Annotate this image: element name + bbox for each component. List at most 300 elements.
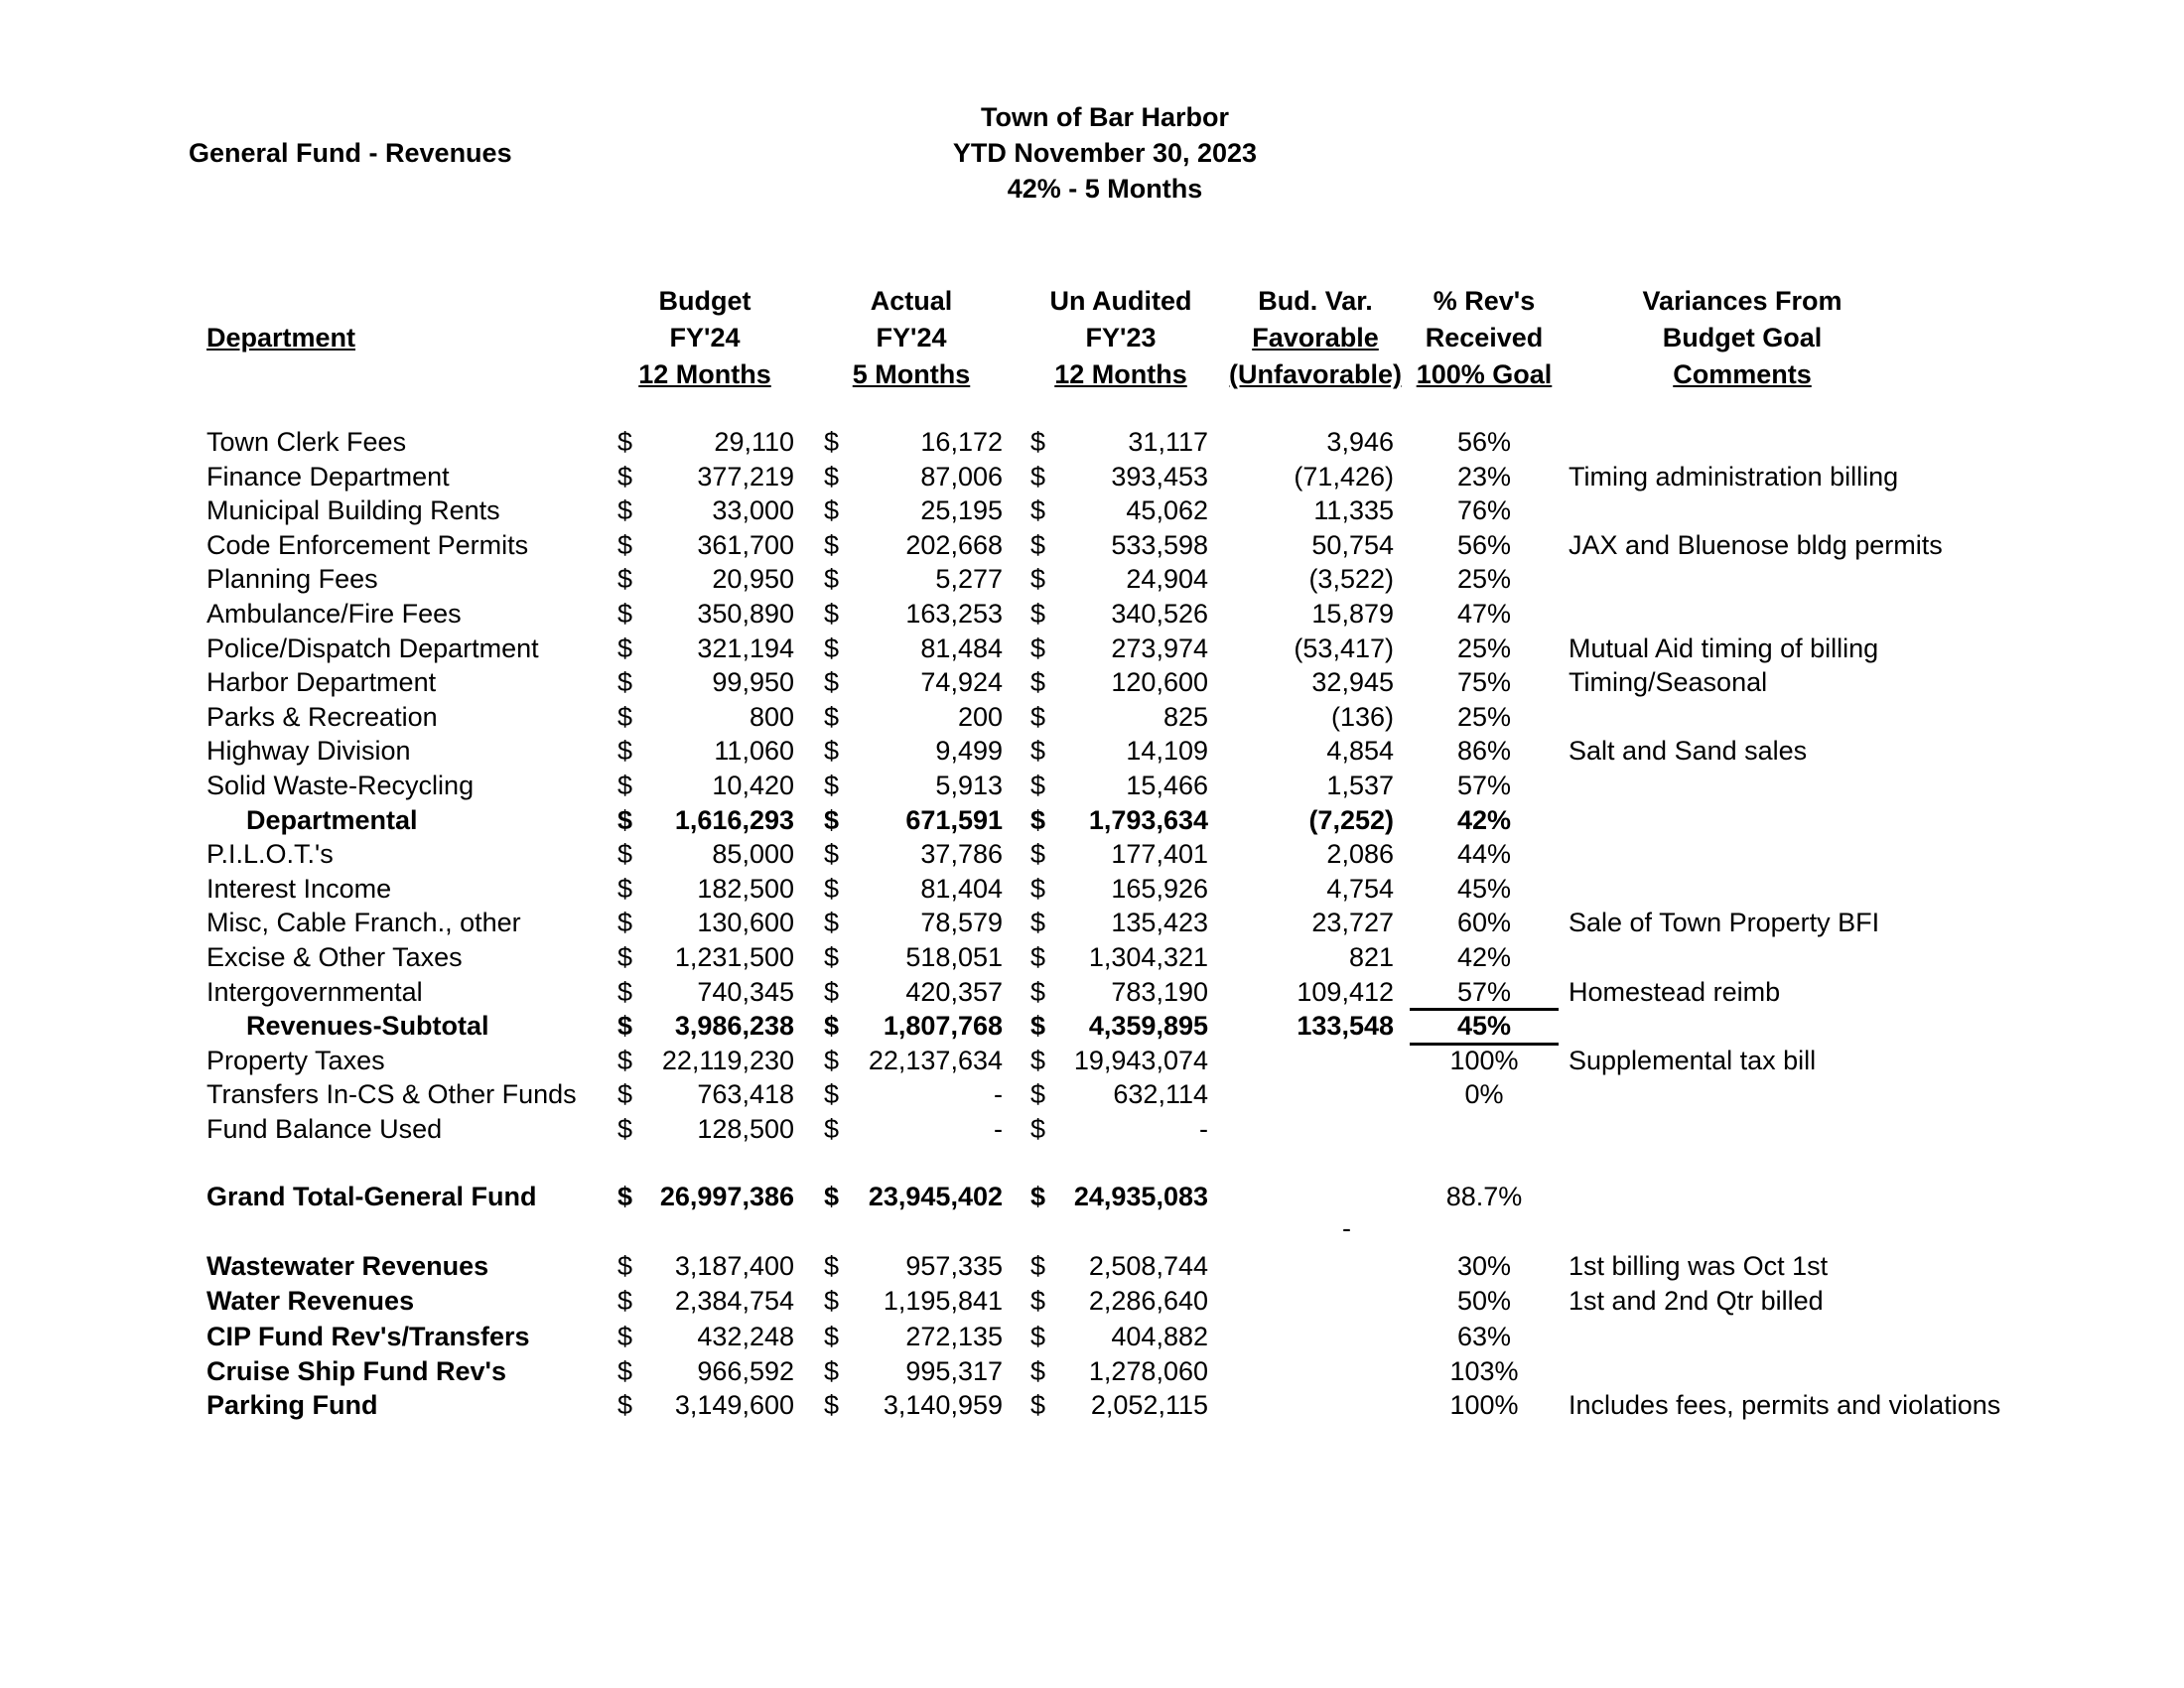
row-pct-received: 100% <box>1449 1390 1519 1420</box>
row-actual: 74,924 <box>920 667 1003 697</box>
subtotal-row <box>0 803 2184 838</box>
row-unaudited: 1,278,060 <box>1088 1356 1208 1386</box>
row-budget: 966,592 <box>697 1356 794 1386</box>
currency-symbol: $ <box>824 908 840 937</box>
row-budget: 1,231,500 <box>674 942 794 972</box>
row-pct-received: 25% <box>1456 702 1512 732</box>
row-budget: 3,149,600 <box>674 1390 794 1420</box>
table-row <box>0 1077 2184 1112</box>
row-unaudited: 404,882 <box>1111 1322 1208 1351</box>
row-unaudited: 340,526 <box>1111 599 1208 629</box>
row-pct-received: 44% <box>1456 839 1512 869</box>
table-row <box>0 528 2184 563</box>
currency-symbol: $ <box>824 977 840 1007</box>
table-row <box>0 940 2184 975</box>
row-department: Solid Waste-Recycling <box>206 771 475 800</box>
row-budget-variance: (3,522) <box>1308 564 1394 594</box>
row-unaudited: 24,904 <box>1126 564 1208 594</box>
row-pct-received: 56% <box>1456 530 1512 560</box>
row-unaudited: 632,114 <box>1113 1079 1208 1109</box>
currency-symbol: $ <box>617 736 633 766</box>
subtotal-row <box>0 1009 2184 1044</box>
currency-symbol: $ <box>824 1286 840 1316</box>
row-pct-received: 23% <box>1456 462 1512 492</box>
row-actual: 81,404 <box>920 874 1003 904</box>
row-actual: 1,195,841 <box>883 1286 1003 1316</box>
row-unaudited: 14,109 <box>1126 736 1208 766</box>
row-department: Wastewater Revenues <box>206 1251 489 1281</box>
table-row <box>0 562 2184 597</box>
currency-symbol: $ <box>617 599 633 629</box>
row-pct-received: 45% <box>1456 874 1512 904</box>
row-budget-variance: 15,879 <box>1311 599 1394 629</box>
row-department: Parking Fund <box>206 1390 378 1420</box>
row-unaudited: 2,508,744 <box>1088 1251 1208 1281</box>
currency-symbol: $ <box>617 1322 633 1351</box>
currency-symbol: $ <box>824 839 840 869</box>
row-pct-received: 0% <box>1464 1079 1504 1109</box>
row-pct-received: 88.7% <box>1445 1182 1523 1211</box>
row-unaudited: - <box>1199 1114 1208 1144</box>
currency-symbol: $ <box>824 702 840 732</box>
row-pct-received: 75% <box>1456 667 1512 697</box>
currency-symbol: $ <box>617 667 633 697</box>
currency-symbol: $ <box>617 427 633 457</box>
col-header-budvar-line1: Bud. Var. <box>1258 286 1373 316</box>
row-budget: 3,187,400 <box>674 1251 794 1281</box>
currency-symbol: $ <box>824 462 840 492</box>
col-header-pct-line2: Received <box>1425 323 1544 352</box>
row-actual: 23,945,402 <box>868 1182 1003 1211</box>
row-budget: 432,248 <box>697 1322 794 1351</box>
col-header-comments <box>1569 283 1916 393</box>
col-header-actual-line1: Actual <box>870 286 953 316</box>
row-budget-variance: 4,754 <box>1326 874 1394 904</box>
row-pct-received: 57% <box>1456 977 1512 1007</box>
row-actual: 37,786 <box>920 839 1003 869</box>
col-header-actual <box>812 283 1011 393</box>
currency-symbol: $ <box>1030 530 1046 560</box>
row-unaudited: 4,359,895 <box>1088 1011 1208 1041</box>
table-row <box>0 872 2184 907</box>
other-fund-row <box>0 1320 2184 1354</box>
currency-symbol: $ <box>1030 667 1046 697</box>
row-actual: 518,051 <box>905 942 1003 972</box>
row-department: Interest Income <box>206 874 392 904</box>
col-header-comments-line1: Variances From <box>1642 286 1843 316</box>
row-pct-received: 30% <box>1456 1251 1512 1281</box>
currency-symbol: $ <box>1030 839 1046 869</box>
row-unaudited: 273,974 <box>1111 633 1208 663</box>
currency-symbol: $ <box>617 805 633 835</box>
other-fund-row <box>0 1249 2184 1284</box>
col-header-pct-line1: % Rev's <box>1433 286 1536 316</box>
currency-symbol: $ <box>824 771 840 800</box>
currency-symbol: $ <box>617 1011 633 1041</box>
row-pct-received: 25% <box>1456 564 1512 594</box>
row-actual: 9,499 <box>935 736 1003 766</box>
row-budget-variance: 23,727 <box>1311 908 1394 937</box>
currency-symbol: $ <box>1030 1079 1046 1109</box>
currency-symbol: $ <box>824 495 840 525</box>
row-actual: 3,140,959 <box>883 1390 1003 1420</box>
row-department: Departmental <box>246 805 418 835</box>
table-row <box>0 597 2184 632</box>
row-unaudited: 120,600 <box>1111 667 1208 697</box>
other-fund-row <box>0 1354 2184 1389</box>
row-comment: 1st and 2nd Qtr billed <box>1569 1286 1824 1316</box>
row-comment: Supplemental tax bill <box>1569 1046 1817 1075</box>
row-unaudited: 24,935,083 <box>1073 1182 1208 1211</box>
row-actual: 25,195 <box>920 495 1003 525</box>
row-department: Police/Dispatch Department <box>206 633 539 663</box>
row-comment: Timing administration billing <box>1569 462 1899 492</box>
currency-symbol: $ <box>1030 633 1046 663</box>
col-header-unaudited-line1: Un Audited <box>1049 286 1192 316</box>
row-department: Harbor Department <box>206 667 437 697</box>
other-fund-row <box>0 1284 2184 1319</box>
row-budget: 22,119,230 <box>661 1046 794 1075</box>
subtotal-bottom-rule <box>1410 1043 1559 1046</box>
currency-symbol: $ <box>1030 977 1046 1007</box>
row-unaudited: 177,401 <box>1111 839 1208 869</box>
row-pct-received: 57% <box>1456 771 1512 800</box>
currency-symbol: $ <box>1030 736 1046 766</box>
currency-symbol: $ <box>617 462 633 492</box>
row-budget: 2,384,754 <box>674 1286 794 1316</box>
subtotal-top-rule <box>1410 1008 1559 1011</box>
col-header-comments-line2: Budget Goal <box>1662 323 1823 352</box>
col-header-comments-line3: Comments <box>1673 359 1812 389</box>
currency-symbol: $ <box>617 977 633 1007</box>
other-fund-row <box>0 1388 2184 1423</box>
currency-symbol: $ <box>1030 495 1046 525</box>
row-budget: 740,345 <box>697 977 794 1007</box>
row-pct-received: 103% <box>1449 1356 1519 1386</box>
currency-symbol: $ <box>617 771 633 800</box>
row-budget: 182,500 <box>697 874 794 904</box>
currency-symbol: $ <box>824 1114 840 1144</box>
currency-symbol: $ <box>1030 1182 1046 1211</box>
row-department: Planning Fees <box>206 564 378 594</box>
row-budget: 11,060 <box>714 736 794 766</box>
currency-symbol: $ <box>1030 1356 1046 1386</box>
currency-symbol: $ <box>824 667 840 697</box>
row-actual: 272,135 <box>905 1322 1003 1351</box>
table-row <box>0 700 2184 735</box>
currency-symbol: $ <box>617 1182 633 1211</box>
row-unaudited: 825 <box>1162 702 1208 732</box>
currency-symbol: $ <box>824 564 840 594</box>
row-department: Code Enforcement Permits <box>206 530 529 560</box>
currency-symbol: $ <box>617 942 633 972</box>
col-header-unaudited <box>1017 283 1225 393</box>
row-budget: 26,997,386 <box>659 1182 794 1211</box>
row-comment: Includes fees, permits and violations <box>1569 1390 2001 1420</box>
row-pct-received: 47% <box>1456 599 1512 629</box>
currency-symbol: $ <box>617 1390 633 1420</box>
currency-symbol: $ <box>824 942 840 972</box>
currency-symbol: $ <box>617 1114 633 1144</box>
row-pct-received: 76% <box>1456 495 1512 525</box>
row-budget-variance: 2,086 <box>1326 839 1394 869</box>
table-row <box>0 1112 2184 1147</box>
row-actual: 202,668 <box>905 530 1003 560</box>
row-budget: 361,700 <box>697 530 794 560</box>
row-department: Ambulance/Fire Fees <box>206 599 462 629</box>
row-department: Excise & Other Taxes <box>206 942 463 972</box>
table-row <box>0 906 2184 940</box>
row-actual: 671,591 <box>905 805 1003 835</box>
row-department: Parks & Recreation <box>206 702 438 732</box>
currency-symbol: $ <box>617 1046 633 1075</box>
currency-symbol: $ <box>1030 599 1046 629</box>
currency-symbol: $ <box>1030 1011 1046 1041</box>
row-department: Town Clerk Fees <box>206 427 407 457</box>
row-actual: 995,317 <box>905 1356 1003 1386</box>
row-comment: Timing/Seasonal <box>1569 667 1768 697</box>
currency-symbol: $ <box>824 1390 840 1420</box>
row-department: Municipal Building Rents <box>206 495 500 525</box>
col-header-budget-line3: 12 Months <box>638 359 771 389</box>
currency-symbol: $ <box>824 1356 840 1386</box>
col-header-pct <box>1410 283 1559 393</box>
currency-symbol: $ <box>1030 1322 1046 1351</box>
currency-symbol: $ <box>1030 942 1046 972</box>
col-header-unaudited-line3: 12 Months <box>1054 359 1187 389</box>
row-actual: 22,137,634 <box>868 1046 1003 1075</box>
currency-symbol: $ <box>1030 1114 1046 1144</box>
row-budget: 99,950 <box>712 667 794 697</box>
row-comment: Salt and Sand sales <box>1569 736 1808 766</box>
row-unaudited: 393,453 <box>1111 462 1208 492</box>
col-header-budget <box>606 283 804 393</box>
currency-symbol: $ <box>617 1286 633 1316</box>
currency-symbol: $ <box>824 1322 840 1351</box>
row-budget: 321,194 <box>697 633 794 663</box>
col-header-pct-line3: 100% Goal <box>1416 359 1553 389</box>
col-header-unaudited-line2: FY'23 <box>1085 323 1157 352</box>
col-header-budget-line2: FY'24 <box>669 323 741 352</box>
currency-symbol: $ <box>1030 427 1046 457</box>
currency-symbol: $ <box>617 530 633 560</box>
row-comment: 1st billing was Oct 1st <box>1569 1251 1829 1281</box>
row-pct-received: 45% <box>1456 1011 1512 1041</box>
row-unaudited: 2,286,640 <box>1088 1286 1208 1316</box>
row-budget-variance: 32,945 <box>1311 667 1394 697</box>
table-row <box>0 632 2184 666</box>
currency-symbol: $ <box>824 736 840 766</box>
row-actual: 5,277 <box>935 564 1003 594</box>
row-budget-variance: 109,412 <box>1297 977 1394 1007</box>
currency-symbol: $ <box>617 495 633 525</box>
table-row <box>0 734 2184 769</box>
currency-symbol: $ <box>617 1356 633 1386</box>
currency-symbol: $ <box>1030 1251 1046 1281</box>
row-unaudited: 533,598 <box>1111 530 1208 560</box>
row-unaudited: 1,304,321 <box>1088 942 1208 972</box>
currency-symbol: $ <box>1030 1390 1046 1420</box>
row-pct-received: 100% <box>1449 1046 1519 1075</box>
currency-symbol: $ <box>824 1251 840 1281</box>
currency-symbol: $ <box>617 564 633 594</box>
report-period: 42% - 5 Months <box>1007 174 1203 204</box>
row-budget: 3,986,238 <box>674 1011 794 1041</box>
row-department: Cruise Ship Fund Rev's <box>206 1356 506 1386</box>
row-department: Revenues-Subtotal <box>246 1011 489 1041</box>
table-row <box>0 425 2184 460</box>
currency-symbol: $ <box>824 427 840 457</box>
row-pct-received: 60% <box>1456 908 1512 937</box>
row-unaudited: 2,052,115 <box>1090 1390 1208 1420</box>
row-budget: 1,616,293 <box>674 805 794 835</box>
row-budget: 33,000 <box>712 495 794 525</box>
currency-symbol: $ <box>1030 462 1046 492</box>
currency-symbol: $ <box>617 1251 633 1281</box>
row-pct-received: 42% <box>1456 805 1512 835</box>
currency-symbol: $ <box>824 1079 840 1109</box>
row-budget: 20,950 <box>712 564 794 594</box>
row-department: P.I.L.O.T.'s <box>206 839 334 869</box>
grand-total-row <box>0 1180 2184 1214</box>
row-budget: 128,500 <box>697 1114 794 1144</box>
row-actual: - <box>994 1114 1003 1144</box>
row-budget-variance: 133,548 <box>1297 1011 1394 1041</box>
row-budget: 800 <box>749 702 794 732</box>
row-department: Finance Department <box>206 462 450 492</box>
col-header-department: Department <box>206 323 356 352</box>
row-actual: 200 <box>957 702 1003 732</box>
row-budget: 763,418 <box>697 1079 794 1109</box>
col-header-budget-line1: Budget <box>658 286 751 316</box>
row-comment: JAX and Bluenose bldg permits <box>1569 530 1943 560</box>
row-budget-variance: 1,537 <box>1326 771 1394 800</box>
row-unaudited: 165,926 <box>1111 874 1208 904</box>
row-budget-variance: (53,417) <box>1294 633 1394 663</box>
col-header-budvar-line2: Favorable <box>1252 323 1379 352</box>
row-budget: 85,000 <box>712 839 794 869</box>
row-budget-variance: 50,754 <box>1311 530 1394 560</box>
row-unaudited: 15,466 <box>1126 771 1208 800</box>
currency-symbol: $ <box>1030 1046 1046 1075</box>
row-budget-variance: (7,252) <box>1308 805 1394 835</box>
row-unaudited: 31,117 <box>1128 427 1208 457</box>
row-department: Fund Balance Used <box>206 1114 443 1144</box>
currency-symbol: $ <box>617 702 633 732</box>
currency-symbol: $ <box>617 839 633 869</box>
row-budget: 350,890 <box>697 599 794 629</box>
currency-symbol: $ <box>824 530 840 560</box>
currency-symbol: $ <box>1030 771 1046 800</box>
table-row <box>0 1044 2184 1078</box>
row-department: Intergovernmental <box>206 977 423 1007</box>
row-actual: - <box>994 1079 1003 1109</box>
row-comment: Mutual Aid timing of billing <box>1569 633 1879 663</box>
row-pct-received: 25% <box>1456 633 1512 663</box>
col-header-actual-line3: 5 Months <box>852 359 971 389</box>
row-budget-variance: (71,426) <box>1294 462 1394 492</box>
currency-symbol: $ <box>1030 702 1046 732</box>
row-actual: 957,335 <box>905 1251 1003 1281</box>
currency-symbol: $ <box>824 805 840 835</box>
currency-symbol: $ <box>1030 908 1046 937</box>
row-actual: 420,357 <box>905 977 1003 1007</box>
row-actual: 5,913 <box>935 771 1003 800</box>
row-unaudited: 783,190 <box>1111 977 1208 1007</box>
row-actual: 1,807,768 <box>883 1011 1003 1041</box>
row-pct-received: 63% <box>1456 1322 1512 1351</box>
row-department: Water Revenues <box>206 1286 415 1316</box>
row-pct-received: 86% <box>1456 736 1512 766</box>
currency-symbol: $ <box>824 1182 840 1211</box>
row-unaudited: 45,062 <box>1126 495 1208 525</box>
table-row <box>0 837 2184 872</box>
row-budget-variance: 821 <box>1348 942 1394 972</box>
row-unaudited: 135,423 <box>1111 908 1208 937</box>
col-header-actual-line2: FY'24 <box>876 323 947 352</box>
row-department: Transfers In-CS & Other Funds <box>206 1079 577 1109</box>
row-actual: 78,579 <box>920 908 1003 937</box>
row-unaudited: 1,793,634 <box>1088 805 1208 835</box>
row-budget-variance: 4,854 <box>1326 736 1394 766</box>
currency-symbol: $ <box>617 633 633 663</box>
row-department: Highway Division <box>206 736 411 766</box>
row-actual: 87,006 <box>920 462 1003 492</box>
grand-total-variance-dash: - <box>1342 1213 1351 1243</box>
table-row <box>0 493 2184 528</box>
currency-symbol: $ <box>1030 874 1046 904</box>
row-budget-variance: (136) <box>1330 702 1394 732</box>
table-row <box>0 769 2184 803</box>
currency-symbol: $ <box>617 908 633 937</box>
report-section-title: General Fund - Revenues <box>189 138 512 168</box>
currency-symbol: $ <box>1030 1286 1046 1316</box>
currency-symbol: $ <box>617 874 633 904</box>
table-row <box>0 460 2184 494</box>
currency-symbol: $ <box>824 1046 840 1075</box>
row-budget: 29,110 <box>714 427 794 457</box>
col-header-budvar <box>1216 283 1415 393</box>
row-budget-variance: 3,946 <box>1326 427 1394 457</box>
row-budget-variance: 11,335 <box>1313 495 1394 525</box>
row-pct-received: 50% <box>1456 1286 1512 1316</box>
currency-symbol: $ <box>824 599 840 629</box>
currency-symbol: $ <box>1030 805 1046 835</box>
currency-symbol: $ <box>824 1011 840 1041</box>
row-department: Property Taxes <box>206 1046 385 1075</box>
row-department: Misc, Cable Franch., other <box>206 908 521 937</box>
row-pct-received: 56% <box>1456 427 1512 457</box>
currency-symbol: $ <box>824 874 840 904</box>
row-budget: 130,600 <box>697 908 794 937</box>
row-actual: 163,253 <box>905 599 1003 629</box>
row-department: CIP Fund Rev's/Transfers <box>206 1322 530 1351</box>
col-header-budvar-line3: (Unfavorable) <box>1228 359 1403 389</box>
row-comment: Homestead reimb <box>1569 977 1781 1007</box>
table-row <box>0 975 2184 1010</box>
row-pct-received: 42% <box>1456 942 1512 972</box>
row-unaudited: 19,943,074 <box>1073 1046 1208 1075</box>
row-department: Grand Total-General Fund <box>206 1182 537 1211</box>
currency-symbol: $ <box>824 633 840 663</box>
row-budget: 10,420 <box>712 771 794 800</box>
currency-symbol: $ <box>617 1079 633 1109</box>
row-actual: 81,484 <box>920 633 1003 663</box>
report-title: Town of Bar Harbor <box>980 102 1229 132</box>
row-actual: 16,172 <box>920 427 1003 457</box>
row-budget: 377,219 <box>697 462 794 492</box>
currency-symbol: $ <box>1030 564 1046 594</box>
